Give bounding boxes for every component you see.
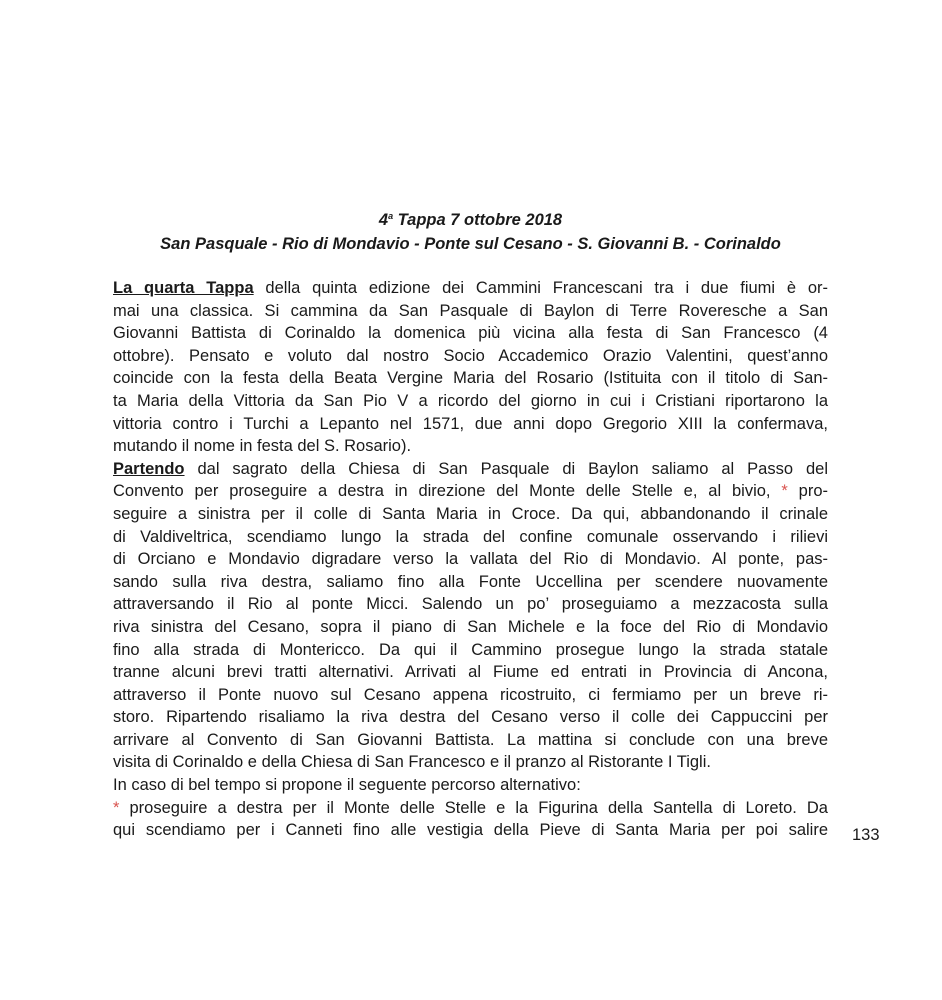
paragraph-line: seguire a sinistra per il colle di Santa Maria in Croce. Da qui, abbandonando il crinale — [113, 504, 828, 523]
paragraph-line: mai una classica. Si cammina da San Pasquale di Baylon di Terre Roveresche a San — [113, 301, 828, 320]
paragraph-line: ottobre). Pensato e voluto dal nostro Socio Accademico Orazio Valentini, quest’anno — [113, 346, 828, 365]
paragraph-line: sando sulla riva destra, saliamo fino alla Fonte Uccellina per scendere nuovamente — [113, 572, 828, 591]
body-text — [113, 277, 828, 842]
paragraph-line: visita di Corinaldo e della Chiesa di San Francesco e il pranzo al Ristorante I Tigli. — [113, 753, 711, 772]
asterisk-marker: * — [113, 798, 120, 817]
paragraph-line: storo. Ripartendo risaliamo la riva destra del Cesano verso il colle dei Cappuccini per — [113, 708, 828, 727]
route-title: San Pasquale - Rio di Mondavio - Ponte sul Cesano - S. Giovanni B. - Corinaldo — [160, 235, 781, 253]
paragraph-line: Convento per proseguire a destra in direzione del Monte delle Stelle e, al bivio, * pro- — [113, 482, 828, 501]
paragraph-line: mutando il nome in festa del S. Rosario). — [113, 437, 412, 456]
paragraph-line: La quarta Tappa della quinta edizione dei Cammini Francescani tra i due fiumi è or- — [113, 279, 829, 297]
stage-ordinal-superscript: a — [388, 211, 394, 221]
paragraph-line: coincide con la festa della Beata Vergine Maria del Rosario (Istituita con il titolo di San- — [113, 369, 828, 388]
paragraph-line: tranne alcuni brevi tratti alternativi. Arrivati al Fiume ed entrati in Provincia di Ancona, — [113, 663, 828, 682]
lead-phrase-partendo: Partendo — [113, 459, 185, 478]
stage-number: 4 — [378, 211, 389, 229]
paragraph-line: qui scendiamo per i Canneti fino alle vestigia della Pieve di Santa Maria per poi salire — [113, 821, 828, 840]
paragraph-line: attraverso il Ponte nuovo sul Cesano appena ricostruito, ci fermiamo per un breve ri- — [113, 685, 828, 704]
paragraph-line: ta Maria della Vittoria da San Pio V a ricordo del giorno in cui i Cristiani riportarono la — [113, 391, 828, 410]
stage-title — [113, 208, 828, 232]
paragraph-line: In caso di bel tempo si propone il seguente percorso alternativo: — [113, 776, 581, 795]
paragraph-line: vittoria contro i Turchi a Lepanto nel 1571, due anni dopo Gregorio XIII la confermava, — [113, 414, 828, 433]
paragraph-line: riva sinistra del Cesano, sopra il piano di San Michele e la foce del Rio di Mondavio — [113, 617, 828, 636]
paragraph-line: di Valdiveltrica, scendiamo lungo la strada del confine comunale osservando i rilievi — [113, 527, 828, 546]
paragraph-line: arrivare al Convento di San Giovanni Battista. La mattina si conclude con una breve — [113, 730, 828, 749]
paragraph-line: Partendo dal sagrato della Chiesa di San Pasquale di Baylon saliamo al Passo del — [113, 459, 828, 478]
paragraph-line: attraversando il Rio al ponte Micci. Salendo un po’ proseguiamo a mezzacosta sulla — [113, 595, 828, 614]
page-number: 133 — [852, 826, 880, 844]
asterisk-marker: * — [781, 482, 788, 501]
paragraph-line: Giovanni Battista di Corinaldo la domenica più vicina alla festa di San Francesco (4 — [113, 324, 828, 343]
paragraph-line: di Orciano e Mondavio digradare verso la vallata del Rio di Mondavio. Al ponte, pas- — [113, 550, 828, 569]
lead-phrase-quarta-tappa: La quarta Tappa — [113, 279, 254, 297]
paragraph-line: * proseguire a destra per il Monte delle Stelle e la Figurina della Santella di Loreto. Da — [113, 798, 828, 817]
paragraph-line: fino alla strada di Montericco. Da qui il Cammino prosegue lungo la strada statale — [113, 640, 828, 659]
stage-date: Tappa 7 ottobre 2018 — [397, 211, 563, 229]
